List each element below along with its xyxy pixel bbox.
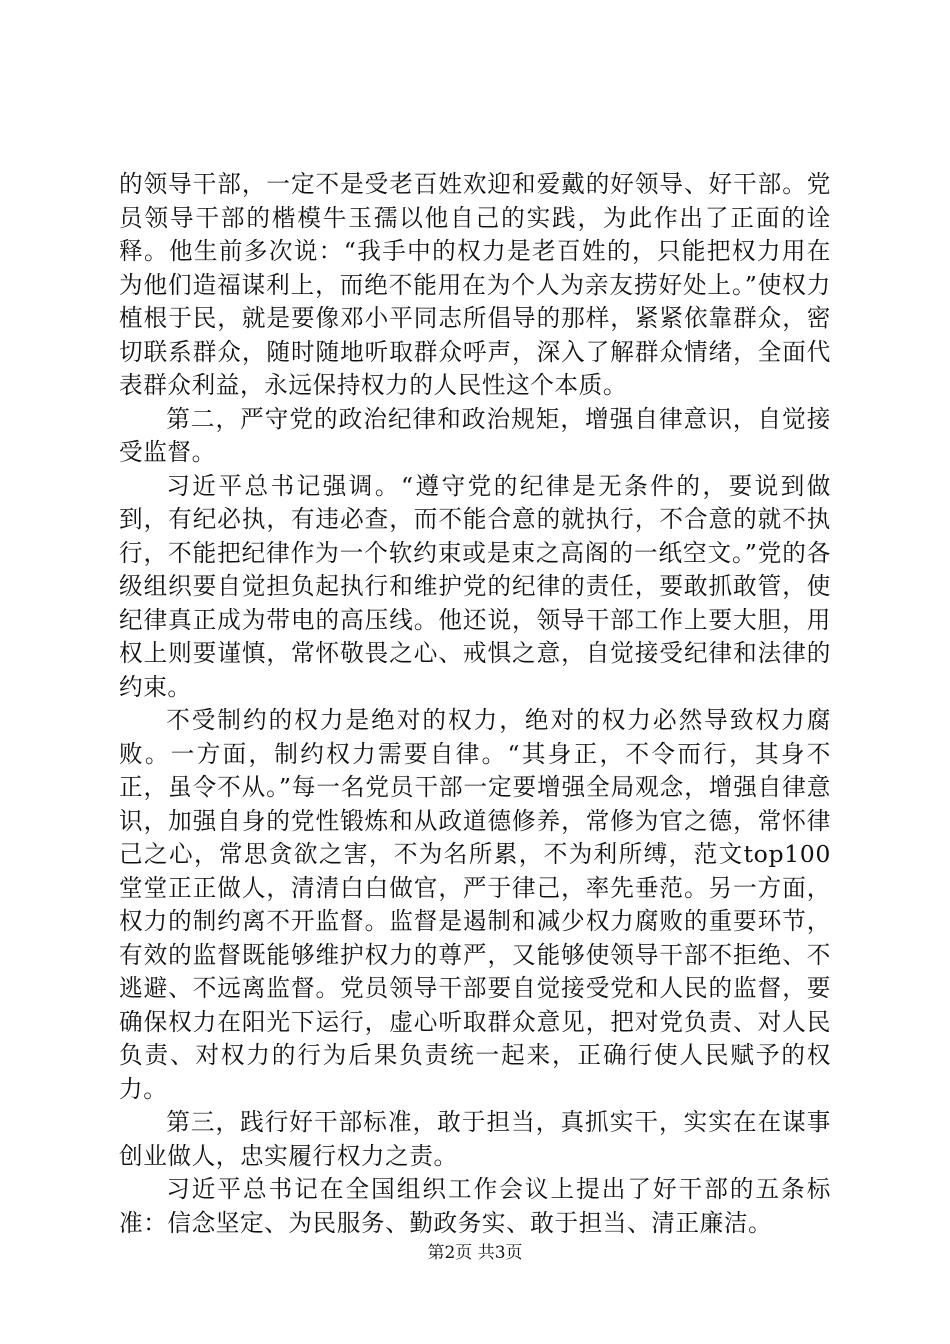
page-number-footer: 第2页 共3页 <box>427 1243 523 1263</box>
document-body <box>119 168 831 1240</box>
paragraph-4: 不受制约的权力是绝对的权力，绝对的权力必然导致权力腐败。一方面，制约权力需要自律。“其身正，不令而行，其身不正，虽令不从。”每一名党员干部一定要增强全局观念，增强自律意识，加强自身的党性锻炼和从政道德修养，常修为官之德，常怀律己之心，常思贪欲之害，不为名所累，不为利所缚，范文top100堂堂正正做人，清清白白做官，严于律己，率先垂范。另一方面，权力的制约离不开监督。监督是遏制和减少权力腐败的重要环节，有效的监督既能够维护权力的尊严，又能够使领导干部不拒绝、不逃避、不远离监督。党员领导干部要自觉接受党和人民的监督，要确保权力在阳光下运行，虚心听取群众意见，把对党负责、对人民负责、对权力的行为后果负责统一起来，正确行使人民赋予的权力。 <box>119 706 831 1103</box>
paragraph-1: 的领导干部，一定不是受老百姓欢迎和爱戴的好领导、好干部。党员领导干部的楷模牛玉孺以他自己的实践，为此作出了正面的诠释。他生前多次说：“我手中的权力是老百姓的，只能把权力用在为他们造福谋利上，而绝不能用在为个人为亲友捞好处上。”使权力植根于民，就是要像邓小平同志所倡导的那样，紧紧依靠群众，密切联系群众，随时随地听取群众呼声，深入了解群众情绪，全面代表群众利益，永远保持权力的人民性这个本质。 <box>119 170 831 399</box>
paragraph-5: 第三，践行好干部标准，敢于担当，真抓实干，实实在在谋事创业做人，忠实履行权力之责。 <box>119 1108 831 1170</box>
paragraph-3: 习近平总书记强调。“遵守党的纪律是无条件的，要说到做到，有纪必执，有违必查，而不能合意的就执行，不合意的就不执行，不能把纪律作为一个软约束或是束之高阁的一纸空文。”党的各级组织要自觉担负起执行和维护党的纪律的责任，要敢抓敢管，使纪律真正成为带电的高压线。他还说，领导干部工作上要大胆，用权上则要谨慎，常怀敬畏之心、戒惧之意，自觉接受纪律和法律的约束。 <box>119 471 831 701</box>
paragraph-6: 习近平总书记在全国组织工作会议上提出了好干部的五条标准：信念坚定、为民服务、勤政务实、敢于担当、清正廉洁。 <box>119 1175 831 1237</box>
paragraph-2: 第二，严守党的政治纪律和政治规矩，增强自律意识，自觉接受监督。 <box>119 404 831 466</box>
